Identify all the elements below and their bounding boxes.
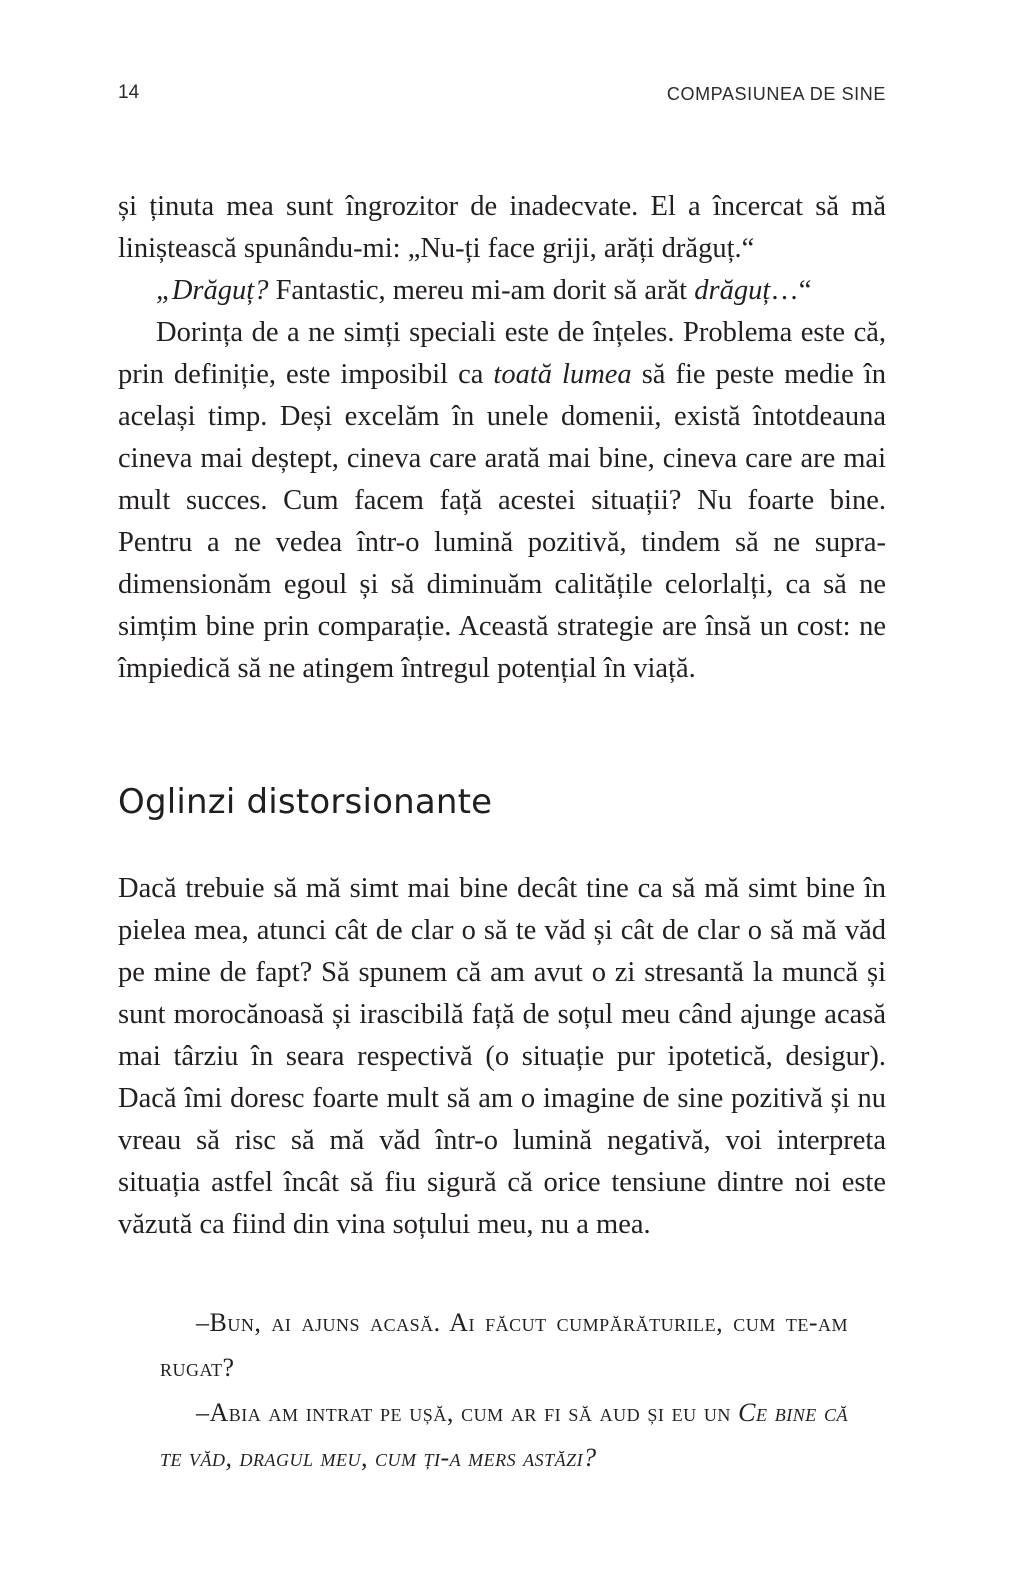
dialogue-text: Abia am intrat pe ușă, cum ar fi să aud și eu un <box>209 1398 739 1427</box>
paragraph-text: Dorința de a ne simți speciali este de înțeles. Problema este că, prin definiție, este imposibil ca <box>118 317 886 390</box>
italic-text: toată lumea <box>493 359 632 390</box>
paragraph: și ținuta mea sunt îngrozitor de inadecvate. El a încercat să mă liniștească spunându-mi: „Nu-ți face griji, arăți drăguț.“ <box>118 191 886 264</box>
page-number: 14 <box>118 82 140 103</box>
running-title: COMPASIUNEA DE SINE <box>666 84 886 104</box>
dialogue-text: Bun, ai ajuns acasă. Ai făcut cumpărăturile, cum te-am rugat? <box>160 1308 848 1382</box>
paragraph: Dacă trebuie să mă simt mai bine decât tine ca să mă simt bine în pielea mea, atunci cât de clar o să te văd și cât de clar o să mă văd pe mine de fapt? Să spunem că am avut o zi stresantă la muncă și sunt morocănoasă și irascibilă față de soțul meu când ajunge acasă mai târziu în seara respectivă (o situație pur ipotetică, desigur). Dacă îmi doresc foarte mult să am o imagine de sine pozitivă și nu vreau să risc să mă văd într-o lumină negativă, voi interpreta situația astfel încât să fiu sigură că orice tensiune dintre noi este văzută ca fiind din vina soțului meu, nu a mea. <box>118 873 886 1240</box>
text-block-intro <box>118 186 886 690</box>
italic-text: drăguț <box>694 275 771 306</box>
paragraph <box>118 270 886 312</box>
dialogue-block <box>160 1300 848 1480</box>
paragraph <box>118 312 886 690</box>
page-header <box>118 82 886 108</box>
text-block-section <box>118 868 886 1246</box>
dialogue-line <box>160 1390 848 1480</box>
dialogue-dash: – <box>196 1398 210 1427</box>
paragraph-text: Fantastic, mereu mi-am dorit să arăt <box>268 275 695 306</box>
section-heading: Oglinzi distorsionante <box>118 782 493 822</box>
dialogue-line <box>160 1300 848 1390</box>
italic-text: „Drăguț? <box>156 275 269 306</box>
paragraph-text: să fie peste medie în același timp. Deși excelăm în unele domenii, există întotdeauna cineva mai deștept, cineva care arată mai bine, cineva care are mai mult succes. Cum facem față acestei situații? Nu foarte bine. Pentru a ne vedea într-o lumină pozitivă, tindem să ne supra-dimensionăm egoul și să diminuăm calitățile celorlalți, ca să ne simțim bine prin comparație. Această strategie are însă un cost: ne împiedică să ne atingem întregul potențial în viață. <box>118 359 886 684</box>
dialogue-italic-text: Ce bine că te văd, dragul meu, cum ți-a mers astăzi? <box>160 1398 848 1472</box>
paragraph-text: …“ <box>770 275 812 306</box>
dialogue-dash: – <box>196 1308 210 1337</box>
